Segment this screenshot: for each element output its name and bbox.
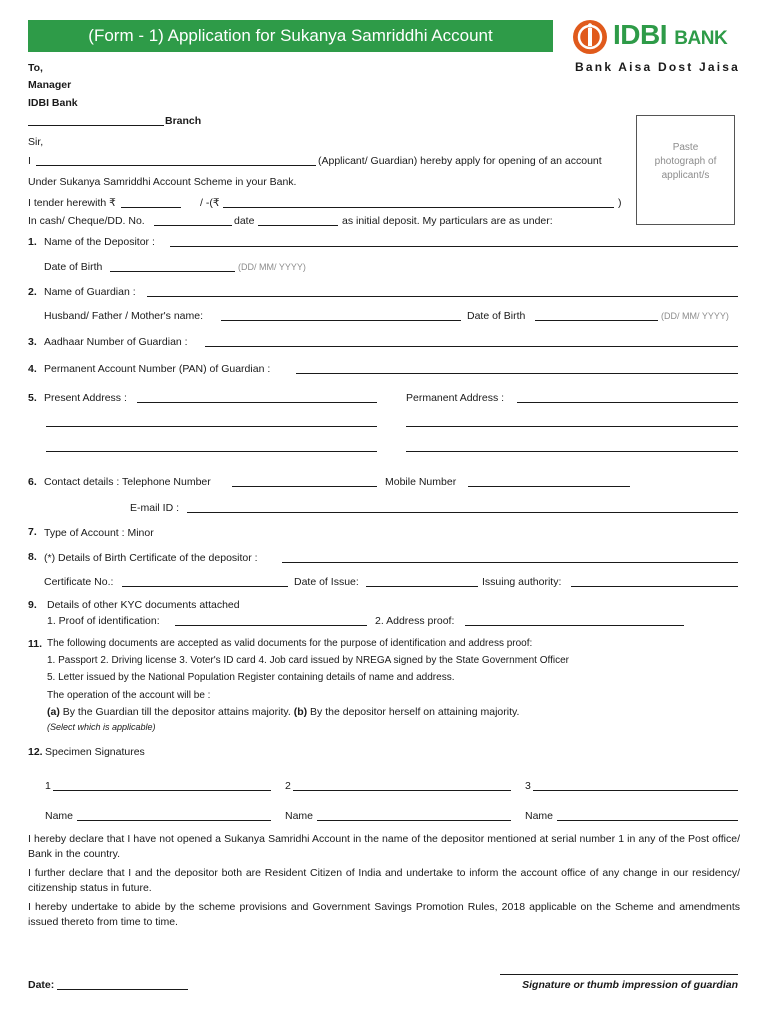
select-note: (Select which is applicable) [47,722,156,732]
present-address-line-2[interactable] [46,426,377,427]
logo-brand-text: IDBI [613,19,667,50]
name2-label: Name [285,810,314,822]
specimen-label: Specimen Signatures [45,746,145,758]
item-number-12: 12. [28,746,43,758]
idbi-logo [571,18,739,56]
scheme-text: Under Sukanya Samriddhi Account Scheme in your Bank. [28,176,297,188]
cheque-date-field[interactable] [258,225,338,226]
cert-no-field[interactable] [122,586,288,587]
name-3-field[interactable] [557,820,738,821]
applicant-text: (Applicant/ Guardian) hereby apply for opening of an account [318,155,602,167]
date-label: Date: [28,979,55,991]
relation-name-field[interactable] [221,320,461,321]
operation-text: The operation of the account will be : [47,690,211,701]
item-number-7: 7. [28,526,37,538]
sig2-label: 2 [285,780,291,792]
pan-field[interactable] [296,373,738,374]
photo-box[interactable] [636,115,735,225]
deposit-text: as initial deposit. My particulars are as under: [342,215,553,227]
dob-hint: (DD/ MM/ YYYY) [238,262,306,272]
proof-address-label: 2. Address proof: [375,615,455,627]
logo-bank-text: BANK [674,28,728,49]
aadhaar-field[interactable] [205,346,738,347]
date-issue-label: Date of Issue: [294,576,359,588]
docs-list-2: 5. Letter issued by the National Population Register containing details of name and address. [47,672,455,683]
intro-i: I [28,155,31,167]
sig3-label: 3 [525,780,531,792]
branch-label: Branch [165,115,202,127]
birth-cert-label: (*) Details of Birth Certificate of the depositor : [44,552,258,564]
present-address-line-3[interactable] [46,451,377,452]
birth-cert-field[interactable] [282,562,738,563]
mobile-field[interactable] [468,486,630,487]
photo-box-line2: photograph of [654,156,717,167]
dob-field[interactable] [110,271,235,272]
guardian-dob-field[interactable] [535,320,658,321]
permanent-address-line-2[interactable] [406,426,738,427]
name1-label: Name [45,810,74,822]
photo-box-line3: applicant/s [661,170,710,181]
date-issue-field[interactable] [366,586,478,587]
item-number-11: 11. [28,638,43,650]
photo-box-line1: Paste [672,142,699,153]
email-label: E-mail ID : [130,502,180,514]
telephone-field[interactable] [232,486,377,487]
item-number-6: 6. [28,476,37,488]
relation-label: Husband/ Father / Mother's name: [44,310,203,322]
cash-text: In cash/ Cheque/DD. No. [28,215,145,227]
item-number-1: 1. [28,236,37,248]
issuing-authority-field[interactable] [571,586,738,587]
kyc-label: Details of other KYC documents attached [47,599,240,611]
account-type-label: Type of Account : Minor [44,527,154,539]
email-field[interactable] [187,512,738,513]
item-number-3: 3. [28,336,37,348]
name3-label: Name [525,810,554,822]
manager-label: Manager [28,79,72,91]
cheque-no-field[interactable] [154,225,232,226]
date-field[interactable] [57,989,188,990]
guardian-name-label: Name of Guardian : [44,286,136,298]
signature-1-field[interactable] [53,790,271,791]
signature-2-field[interactable] [293,790,511,791]
name-1-field[interactable] [77,820,271,821]
dob-label: Date of Birth [44,261,103,273]
signature-field[interactable] [500,974,738,975]
contact-label: Contact details : Telephone Number [44,476,211,488]
declaration-2: I further declare that I and the depositor both are Resident Citizen of India and undertake to inform the account office of any change in our residency/ citizenship status in future. [28,867,740,894]
operation-options [47,706,519,718]
bank-label: IDBI Bank [28,97,78,109]
amount-words-field[interactable] [223,207,614,208]
docs-accepted-text: The following documents are accepted as valid documents for the purpose of identification and address proof: [47,638,533,649]
op-b-text[interactable]: By the depositor herself on attaining majority. [310,706,520,718]
declaration-1: I hereby declare that I have not opened a Sukanya Samridhi Account in the name of the depositor mentioned at serial number 1 in any of the Post office/ Bank in the country. [28,833,740,860]
item-number-9: 9. [28,599,37,611]
branch-field[interactable] [28,125,164,126]
rupees-text: / -(₹ [200,197,220,209]
applicant-name-field[interactable] [36,165,316,166]
amount-field[interactable] [121,207,181,208]
present-address-line-1[interactable] [137,402,377,403]
guardian-name-field[interactable] [147,296,738,297]
mobile-label: Mobile Number [385,476,457,488]
item-number-8: 8. [28,551,37,563]
item-number-5: 5. [28,392,37,404]
signature-3-field[interactable] [533,790,738,791]
name-2-field[interactable] [317,820,511,821]
form-title: (Form - 1) Application for Sukanya Samriddhi Account [28,20,553,52]
proof-address-field[interactable] [465,625,684,626]
salutation: Sir, [28,136,44,148]
to-label: To, [28,62,43,74]
guardian-dob-label: Date of Birth [467,310,526,322]
idbi-emblem-icon [571,18,609,56]
declaration-3: I hereby undertake to abide by the scheme provisions and Government Savings Promotion Rules, 2018 applicable on the Scheme and amendments issued thereto from time to time. [28,901,740,928]
issuing-authority-label: Issuing authority: [482,576,562,588]
permanent-address-line-3[interactable] [406,451,738,452]
depositor-name-label: Name of the Depositor : [44,236,155,248]
pan-label: Permanent Account Number (PAN) of Guardian : [44,363,271,375]
item-number-2: 2. [28,286,37,298]
tender-text: I tender herewith ₹ [28,197,116,209]
proof-id-field[interactable] [175,625,367,626]
guardian-dob-hint: (DD/ MM/ YYYY) [661,311,729,321]
depositor-name-field[interactable] [170,246,738,247]
bank-tagline: Bank Aisa Dost Jaisa [575,60,740,74]
op-a-text[interactable]: By the Guardian till the depositor attains majority. [62,706,291,718]
date-text: date [234,215,255,227]
permanent-address-line-1[interactable] [517,402,738,403]
op-a-key: (a) [47,706,60,718]
cert-no-label: Certificate No.: [44,576,114,588]
docs-list-1: 1. Passport 2. Driving license 3. Voter's ID card 4. Job card issued by NREGA signed by the State Government Officer [47,655,569,666]
close-paren: ) [618,197,622,209]
permanent-address-label: Permanent Address : [406,392,505,404]
item-number-4: 4. [28,363,37,375]
op-b-key: (b) [293,706,308,718]
aadhaar-label: Aadhaar Number of Guardian : [44,336,188,348]
signature-label: Signature or thumb impression of guardian [522,979,738,991]
sig1-label: 1 [45,780,51,792]
proof-id-label: 1. Proof of identification: [47,615,160,627]
present-address-label: Present Address : [44,392,127,404]
